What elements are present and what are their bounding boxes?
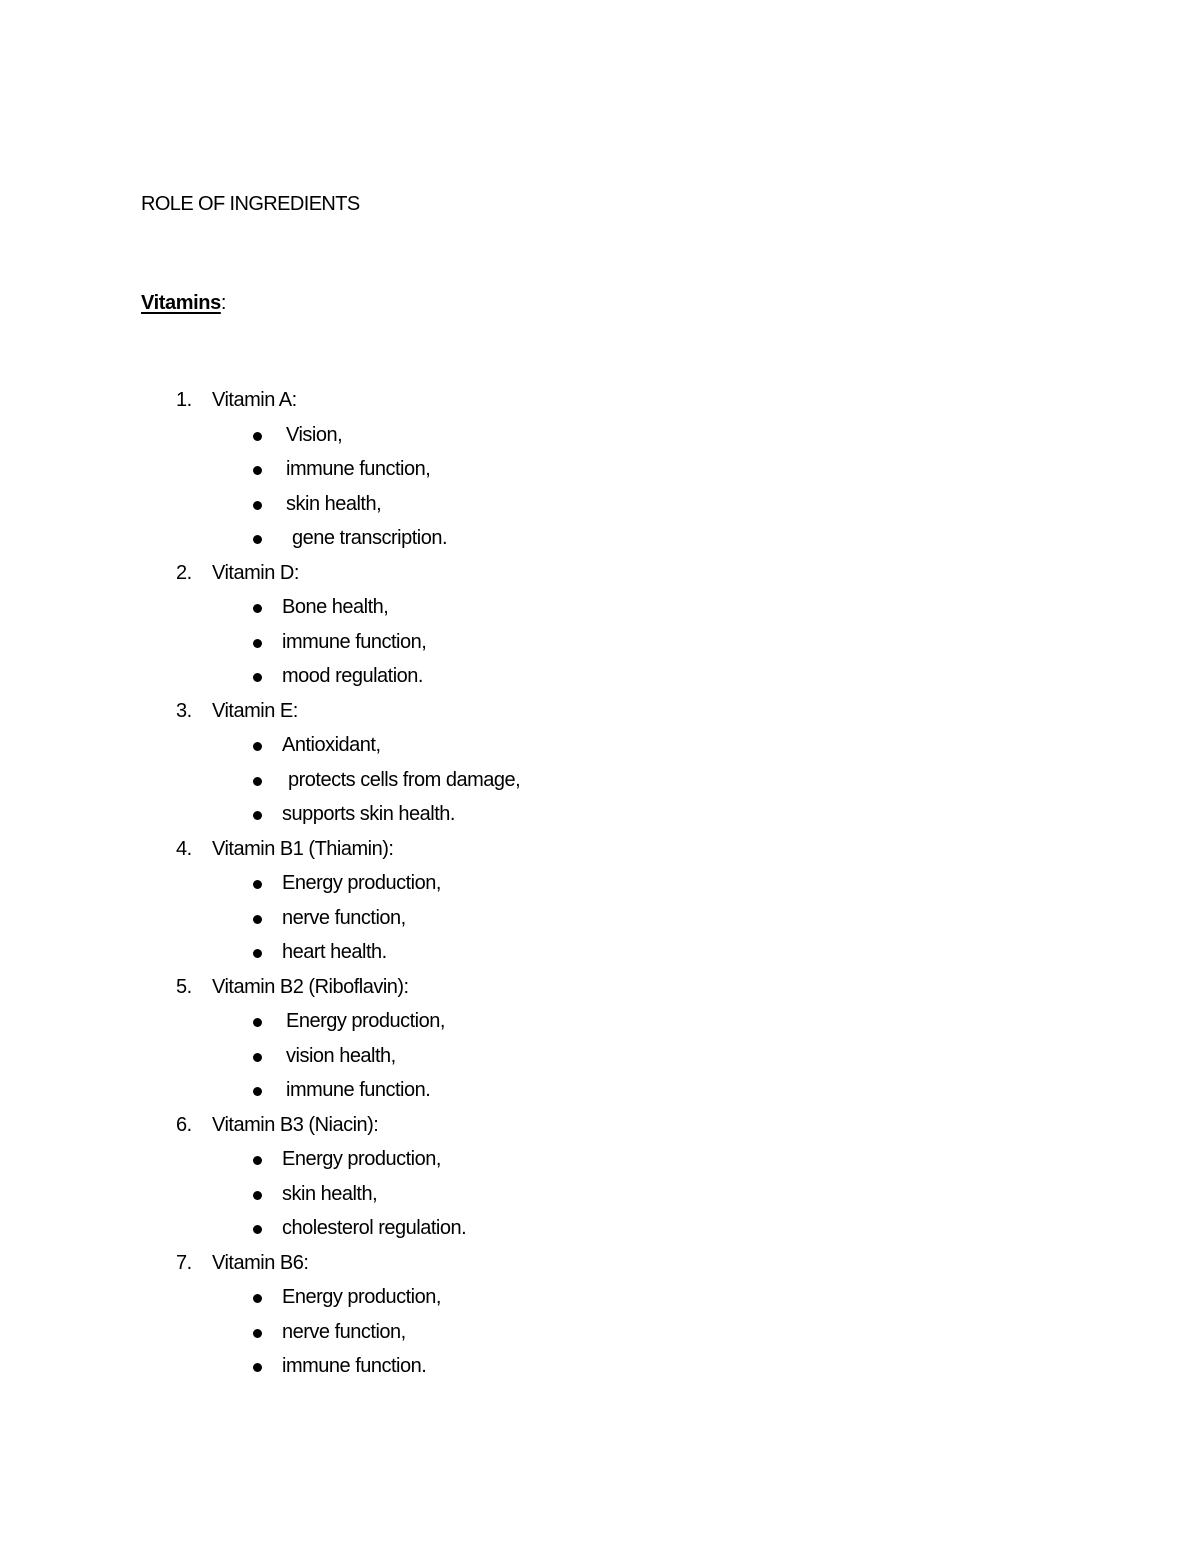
bullet-icon xyxy=(253,501,262,510)
bullet-icon xyxy=(253,535,262,544)
section-heading-vitamins xyxy=(141,291,226,315)
bullet-icon xyxy=(253,466,262,475)
bullet-icon xyxy=(253,742,262,751)
bullet-item xyxy=(0,802,700,837)
bullet-item xyxy=(0,1320,700,1355)
list-item-number: 1. xyxy=(176,389,192,411)
list-item-number: 7. xyxy=(176,1251,192,1274)
bullet-item xyxy=(0,1044,700,1079)
bullet-text: skin health, xyxy=(282,1182,378,1205)
list-item-label: Vitamin E: xyxy=(212,699,298,722)
bullet-icon xyxy=(253,915,262,924)
bullet-text: Energy production, xyxy=(282,872,441,894)
bullet-icon xyxy=(253,811,262,820)
bullet-text: protects cells from damage, xyxy=(288,768,521,791)
bullet-icon xyxy=(253,1053,262,1062)
bullet-icon xyxy=(253,1294,262,1303)
section-heading-colon: : xyxy=(220,292,226,314)
list-item-number: 6. xyxy=(176,1113,192,1136)
list-item-vitamin-b2 xyxy=(0,975,700,1113)
bullet-text: Bone health, xyxy=(282,596,389,618)
list-item-number: 5. xyxy=(176,975,192,998)
bullet-item xyxy=(0,1009,700,1044)
bullet-text: gene transcription. xyxy=(292,527,448,549)
bullet-icon xyxy=(253,1087,262,1096)
bullet-icon xyxy=(253,1225,262,1234)
list-item-heading xyxy=(0,1113,700,1148)
list-item-number: 2. xyxy=(176,561,192,584)
bullet-item xyxy=(0,906,700,941)
list-item-heading xyxy=(0,699,700,734)
bullet-text: Antioxidant, xyxy=(282,734,381,756)
bullet-text: immune function, xyxy=(282,630,427,653)
bullet-icon xyxy=(253,777,262,786)
bullet-item xyxy=(0,1354,700,1389)
list-item-heading xyxy=(0,1251,700,1286)
list-item-label: Vitamin B1 (Thiamin): xyxy=(212,837,394,860)
bullet-item xyxy=(0,871,700,906)
bullet-icon xyxy=(253,639,262,648)
document-title: ROLE OF INGREDIENTS xyxy=(141,193,360,215)
bullet-item xyxy=(0,1216,700,1251)
list-item-label: Vitamin D: xyxy=(212,561,299,584)
bullet-text: Energy production, xyxy=(282,1148,441,1170)
bullet-text: nerve function, xyxy=(282,906,406,929)
bullet-text: supports skin health. xyxy=(282,803,455,825)
bullet-icon xyxy=(253,1363,262,1372)
bullet-icon xyxy=(253,1018,262,1027)
bullet-text: mood regulation. xyxy=(282,665,423,687)
bullet-item xyxy=(0,1147,700,1182)
bullet-icon xyxy=(253,1156,262,1165)
bullet-item xyxy=(0,940,700,975)
bullet-icon xyxy=(253,1191,262,1200)
bullet-text: immune function, xyxy=(286,458,431,480)
list-item-number: 3. xyxy=(176,699,192,722)
bullet-text: Energy production, xyxy=(286,1010,445,1032)
list-item-vitamin-e xyxy=(0,699,700,837)
bullet-item xyxy=(0,457,700,492)
bullet-item xyxy=(0,423,700,458)
bullet-text: immune function. xyxy=(286,1079,431,1101)
list-item-vitamin-a xyxy=(0,388,700,561)
bullet-text: Vision, xyxy=(286,423,343,446)
bullet-item xyxy=(0,768,700,803)
bullet-item xyxy=(0,1078,700,1113)
bullet-text: heart health. xyxy=(282,941,387,963)
bullet-text: vision health, xyxy=(286,1044,396,1067)
bullet-icon xyxy=(253,880,262,889)
bullet-icon xyxy=(253,949,262,958)
bullet-item xyxy=(0,630,700,665)
bullet-icon xyxy=(253,1329,262,1338)
section-heading-text: Vitamins xyxy=(141,292,221,314)
bullet-icon xyxy=(253,432,262,441)
bullet-item xyxy=(0,1285,700,1320)
list-item-label: Vitamin B6: xyxy=(212,1251,309,1274)
bullet-text: nerve function, xyxy=(282,1320,406,1343)
list-item-label: Vitamin B3 (Niacin): xyxy=(212,1113,379,1136)
bullet-item xyxy=(0,595,700,630)
bullet-item xyxy=(0,526,700,561)
bullet-item xyxy=(0,733,700,768)
bullet-text: skin health, xyxy=(286,492,382,515)
bullet-text: Energy production, xyxy=(282,1286,441,1308)
list-item-heading xyxy=(0,388,700,423)
vitamin-list xyxy=(0,388,1200,1389)
list-item-vitamin-b6 xyxy=(0,1251,700,1389)
list-item-vitamin-d xyxy=(0,561,700,699)
list-item-vitamin-b3 xyxy=(0,1113,700,1251)
list-item-heading xyxy=(0,561,700,596)
list-item-vitamin-b1 xyxy=(0,837,700,975)
bullet-item xyxy=(0,492,700,527)
bullet-text: cholesterol regulation. xyxy=(282,1217,467,1239)
bullet-item xyxy=(0,1182,700,1217)
bullet-text: immune function. xyxy=(282,1355,427,1377)
list-item-heading xyxy=(0,837,700,872)
bullet-icon xyxy=(253,673,262,682)
list-item-label: Vitamin B2 (Riboflavin): xyxy=(212,975,409,998)
list-item-number: 4. xyxy=(176,837,192,860)
bullet-icon xyxy=(253,604,262,613)
bullet-item xyxy=(0,664,700,699)
list-item-label: Vitamin A: xyxy=(212,389,297,411)
list-item-heading xyxy=(0,975,700,1010)
